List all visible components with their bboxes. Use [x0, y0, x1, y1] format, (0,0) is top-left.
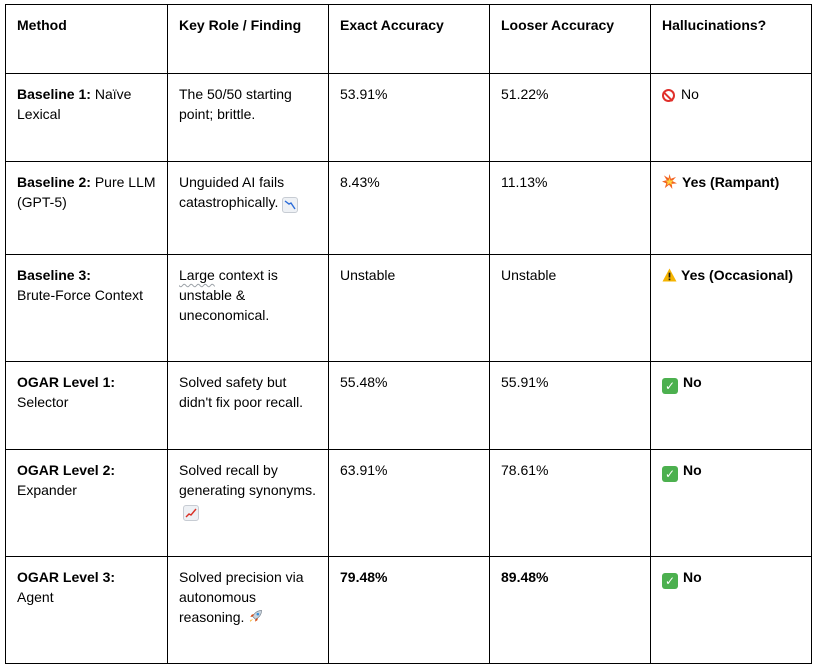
looser-accuracy-value: 51.22% [501, 86, 549, 102]
finding-text: context is unstable & uneconomical. [179, 267, 278, 323]
exact-accuracy-cell [329, 162, 490, 255]
table-row [6, 255, 812, 362]
exact-accuracy-cell [329, 74, 490, 162]
looser-accuracy-value: 78.61% [501, 462, 549, 478]
rocket-icon [248, 608, 263, 628]
looser-accuracy-cell [490, 362, 651, 450]
exact-accuracy-cell [329, 557, 490, 664]
finding-cell [168, 74, 329, 162]
method-label: OGAR Level 3: [17, 569, 116, 585]
method-cell [6, 362, 168, 450]
finding-text: Solved recall by generating synonyms. [179, 462, 316, 498]
hallucinations-value: Yes (Occasional) [681, 267, 794, 283]
table-row [6, 557, 812, 664]
check-mark-icon: ✓ [662, 466, 678, 482]
hallucinations-cell [651, 450, 812, 557]
finding-cell [168, 162, 329, 255]
table-row [6, 74, 812, 162]
exact-accuracy-value: 79.48% [340, 569, 388, 585]
method-name: Naïve Lexical [17, 86, 132, 122]
finding-text: Unguided AI fails catastrophically. [179, 174, 285, 210]
method-name: Agent [17, 589, 54, 605]
collision-icon [662, 173, 677, 193]
method-name: Selector [17, 394, 69, 410]
looser-accuracy-value: Unstable [501, 267, 557, 283]
chart-decreasing-icon [282, 197, 298, 213]
method-name: Brute-Force Context [17, 287, 144, 303]
looser-accuracy-cell [490, 74, 651, 162]
method-cell [6, 557, 168, 664]
method-label: OGAR Level 2: [17, 462, 116, 478]
table-row [6, 362, 812, 450]
exact-accuracy-cell [329, 450, 490, 557]
check-mark-icon: ✓ [662, 573, 678, 589]
header-method: Method [6, 5, 168, 74]
method-label: Baseline 1: [17, 86, 91, 102]
hallucinations-value: No [683, 462, 702, 478]
exact-accuracy-value: 55.48% [340, 374, 388, 390]
method-cell [6, 255, 168, 362]
table-row [6, 450, 812, 557]
method-cell [6, 162, 168, 255]
header-key-role: Key Role / Finding [168, 5, 329, 74]
header-looser-accuracy: Looser Accuracy [490, 5, 651, 74]
header-row [6, 5, 812, 74]
exact-accuracy-cell [329, 255, 490, 362]
exact-accuracy-value: 53.91% [340, 86, 388, 102]
hallucinations-value: Yes (Rampant) [682, 174, 780, 190]
hallucinations-cell [651, 255, 812, 362]
exact-accuracy-value: 63.91% [340, 462, 388, 478]
looser-accuracy-value: 89.48% [501, 569, 549, 585]
method-label: Baseline 3: [17, 267, 91, 283]
finding-cell [168, 362, 329, 450]
finding-text: Solved precision via autonomous reasoning. [179, 569, 304, 625]
looser-accuracy-value: 55.91% [501, 374, 549, 390]
looser-accuracy-cell [490, 255, 651, 362]
exact-accuracy-value: 8.43% [340, 174, 380, 190]
hallucinations-cell [651, 362, 812, 450]
finding-text: The 50/50 starting point; brittle. [179, 86, 292, 122]
looser-accuracy-cell [490, 450, 651, 557]
chart-increasing-icon [183, 505, 199, 521]
method-label: OGAR Level 1: [17, 374, 116, 390]
exact-accuracy-cell [329, 362, 490, 450]
looser-accuracy-value: 11.13% [501, 174, 548, 190]
hallucinations-cell [651, 162, 812, 255]
looser-accuracy-cell [490, 557, 651, 664]
method-label: Baseline 2: [17, 174, 91, 190]
hallucinations-cell [651, 74, 812, 162]
looser-accuracy-cell [490, 162, 651, 255]
finding-cell [168, 450, 329, 557]
hallucinations-value: No [683, 374, 702, 390]
hallucinations-value: No [681, 86, 699, 102]
finding-text: Solved safety but didn't fix poor recall. [179, 374, 304, 410]
method-name: Expander [17, 482, 77, 498]
method-cell [6, 450, 168, 557]
spellcheck-word: Large [179, 267, 215, 283]
finding-cell [168, 255, 329, 362]
header-hallucinations: Hallucinations? [651, 5, 812, 74]
check-mark-icon: ✓ [662, 378, 678, 394]
table-row [6, 162, 812, 255]
hallucinations-cell [651, 557, 812, 664]
hallucinations-value: No [683, 569, 702, 585]
method-cell [6, 74, 168, 162]
warning-icon [662, 266, 677, 286]
finding-cell [168, 557, 329, 664]
header-exact-accuracy: Exact Accuracy [329, 5, 490, 74]
method-name: Pure LLM (GPT-5) [17, 174, 156, 210]
no-entry-icon [662, 89, 675, 102]
exact-accuracy-value: Unstable [340, 267, 396, 283]
results-table [5, 4, 812, 664]
